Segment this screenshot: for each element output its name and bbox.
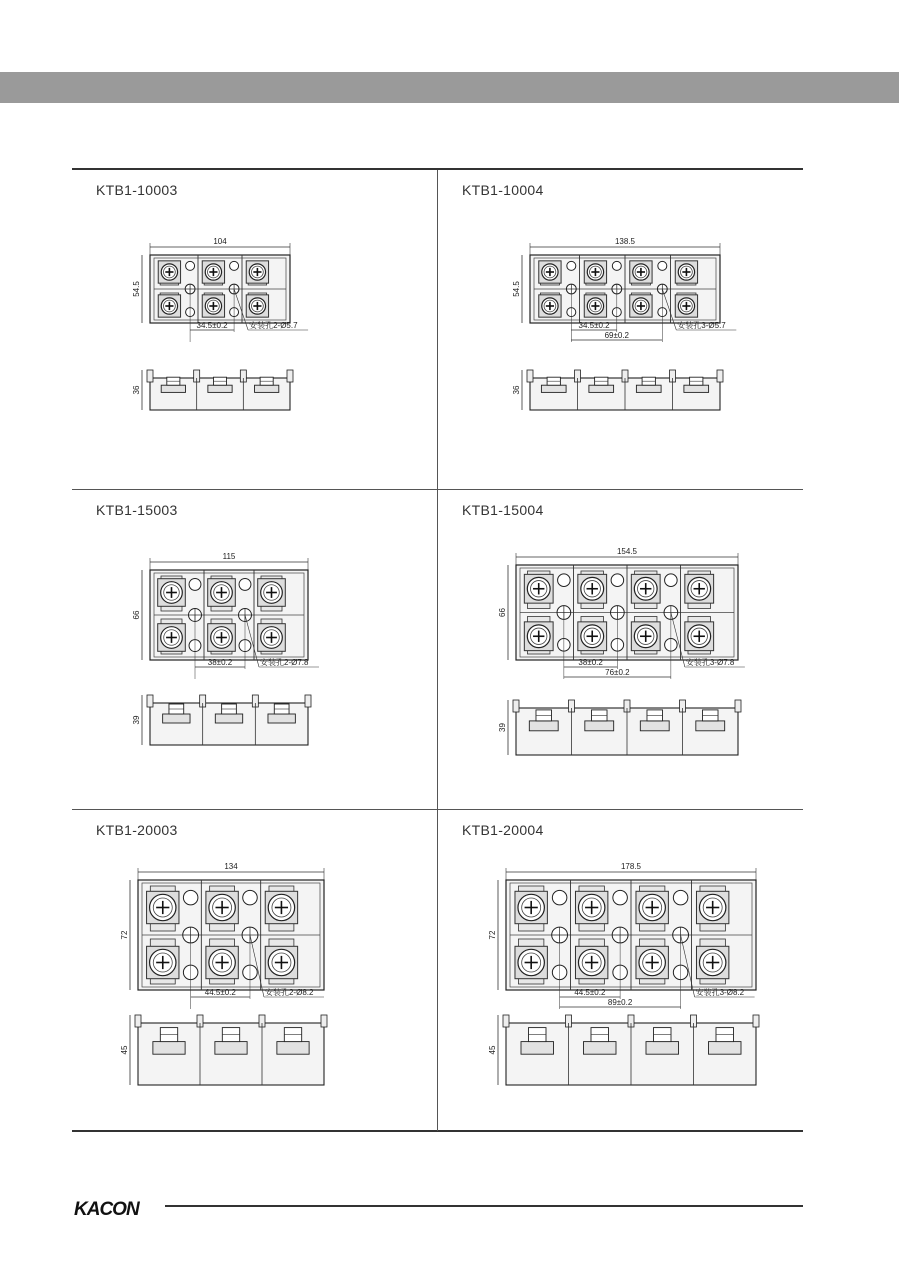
barrier-hole — [239, 578, 251, 590]
side-barrier — [147, 695, 153, 707]
cell-ktb1-20004 — [438, 810, 803, 1130]
drawing — [438, 490, 803, 810]
cell-ktb1-15003 — [72, 490, 437, 809]
side-view — [512, 370, 723, 410]
model-title: KTB1-20004 — [462, 822, 544, 838]
side-height-label: 39 — [132, 715, 141, 725]
barrier-hole — [665, 574, 678, 587]
cell-ktb1-10003 — [72, 170, 437, 489]
side-barrier — [735, 700, 741, 712]
cell-ktb1-15004 — [438, 490, 803, 809]
pitch-dim-label: 34.5±0.2 — [578, 321, 610, 330]
width-dim-label: 104 — [213, 237, 227, 246]
barrier-hole — [567, 261, 576, 270]
hole-label: 安装孔2-Ø7.8 — [260, 658, 309, 667]
drawing — [72, 810, 437, 1130]
pitch2-dim-label: 69±0.2 — [604, 331, 630, 340]
drawing — [438, 170, 803, 490]
header-band — [0, 72, 899, 103]
cell-ktb1-10004 — [438, 170, 803, 489]
side-barrier — [513, 700, 519, 712]
top-view — [132, 237, 308, 342]
width-dim-label: 154.5 — [616, 547, 638, 556]
side-terminal-plate — [709, 1042, 742, 1055]
top-view — [132, 552, 319, 679]
top-view — [498, 547, 745, 679]
side-terminal-plate — [589, 385, 614, 392]
side-terminal-plate — [215, 714, 242, 723]
top-view — [488, 862, 756, 1009]
side-terminal-plate — [153, 1042, 185, 1055]
side-barrier — [135, 1015, 141, 1027]
logo-text: KACON — [74, 1199, 139, 1218]
side-terminal-plate — [529, 721, 558, 731]
side-terminal-plate — [541, 385, 566, 392]
side-terminal-plate — [268, 714, 295, 723]
width-dim-label: 178.5 — [620, 862, 642, 871]
barrier-hole — [658, 261, 667, 270]
height-dim-label: 72 — [488, 930, 497, 940]
drawing — [72, 490, 437, 810]
side-barrier — [503, 1015, 509, 1027]
side-view — [488, 1015, 759, 1085]
side-terminal-plate — [255, 385, 279, 392]
kacon-logo — [74, 1198, 154, 1223]
side-height-label: 45 — [120, 1045, 129, 1055]
model-title: KTB1-20003 — [96, 822, 178, 838]
barrier-hole — [552, 890, 567, 905]
side-terminal-plate — [585, 721, 614, 731]
width-dim-label: 138.5 — [614, 237, 636, 246]
side-barrier — [753, 1015, 759, 1027]
height-dim-label: 66 — [498, 608, 507, 617]
side-view — [120, 1015, 327, 1085]
hole-label: 安装孔2-Ø8.2 — [264, 988, 314, 997]
pitch-dim-label: 38±0.2 — [207, 658, 233, 667]
side-terminal-plate — [640, 721, 669, 731]
side-terminal-plate — [646, 1042, 679, 1055]
pitch2-dim-label: 76±0.2 — [605, 668, 630, 677]
barrier-hole — [612, 261, 621, 270]
side-view — [132, 695, 311, 745]
pitch-dim-label: 34.5±0.2 — [196, 321, 228, 330]
height-dim-label: 54.5 — [512, 281, 521, 297]
width-dim-label: 134 — [224, 862, 238, 871]
side-terminal-plate — [684, 385, 709, 392]
height-dim-label: 66 — [132, 610, 141, 620]
top-view — [120, 862, 324, 1009]
side-terminal-plate — [696, 721, 725, 731]
hole-label: 安装孔2-Ø5.7 — [249, 321, 298, 330]
barrier-hole — [613, 890, 628, 905]
barrier-hole — [230, 261, 239, 270]
pitch2-dim-label: 89±0.2 — [607, 998, 633, 1007]
side-terminal-plate — [584, 1042, 617, 1055]
footer-rule — [165, 1205, 803, 1207]
side-barrier — [321, 1015, 327, 1027]
side-height-label: 36 — [132, 385, 141, 395]
barrier-hole — [189, 578, 201, 590]
side-height-label: 39 — [498, 723, 507, 732]
side-barrier — [305, 695, 311, 707]
side-barrier — [287, 370, 293, 382]
side-barrier — [147, 370, 153, 382]
drawing — [72, 170, 437, 490]
side-terminal-plate — [636, 385, 661, 392]
height-dim-label: 54.5 — [132, 281, 141, 297]
hole-label: 安装孔3-Ø7.8 — [685, 658, 735, 667]
side-terminal-plate — [161, 385, 185, 392]
side-view — [498, 700, 741, 755]
side-height-label: 36 — [512, 385, 521, 395]
width-dim-label: 115 — [222, 552, 236, 561]
model-title: KTB1-15003 — [96, 502, 178, 518]
side-barrier — [717, 370, 723, 382]
hole-label: 安装孔3-Ø5.7 — [677, 321, 726, 330]
model-title: KTB1-10004 — [462, 182, 544, 198]
barrier-hole — [558, 574, 571, 587]
barrier-hole — [243, 890, 258, 905]
side-terminal-plate — [215, 1042, 247, 1055]
side-terminal-plate — [521, 1042, 554, 1055]
pitch-dim-label: 44.5±0.2 — [204, 988, 236, 997]
hole-label: 安装孔3-Ø8.2 — [695, 988, 745, 997]
barrier-hole — [186, 261, 195, 270]
side-terminal-plate — [208, 385, 232, 392]
height-dim-label: 72 — [120, 930, 129, 940]
side-view — [132, 370, 293, 410]
drawing — [438, 810, 803, 1130]
side-terminal-plate — [277, 1042, 309, 1055]
barrier-hole — [611, 574, 624, 587]
model-title: KTB1-15004 — [462, 502, 544, 518]
side-barrier — [527, 370, 533, 382]
top-view — [512, 237, 736, 342]
model-title: KTB1-10003 — [96, 182, 178, 198]
barrier-hole — [673, 890, 688, 905]
side-terminal-plate — [163, 714, 190, 723]
pitch-dim-label: 44.5±0.2 — [574, 988, 606, 997]
cell-ktb1-20003 — [72, 810, 437, 1130]
barrier-hole — [183, 890, 198, 905]
side-height-label: 45 — [488, 1045, 497, 1055]
pitch-dim-label: 38±0.2 — [578, 658, 603, 667]
